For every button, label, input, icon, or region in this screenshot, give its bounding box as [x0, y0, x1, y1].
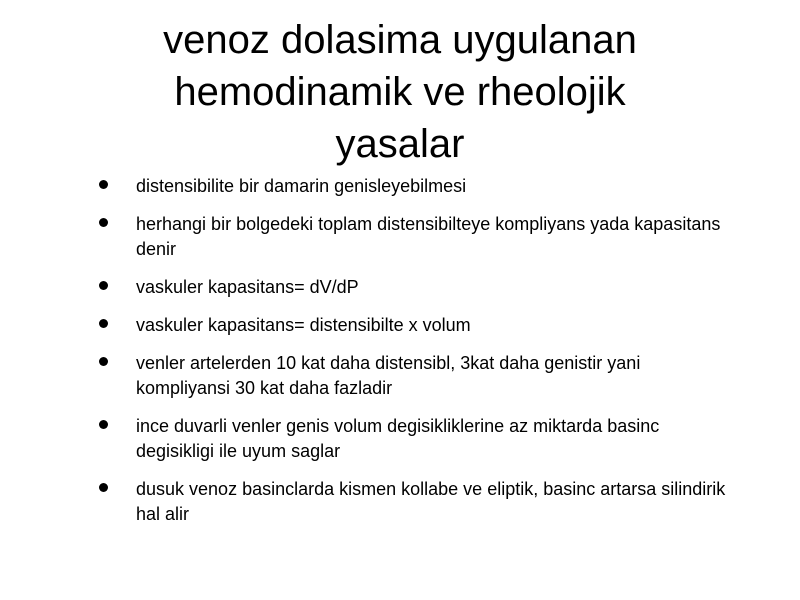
bullet-item: [96, 313, 736, 338]
bullet-dot-icon: [99, 218, 108, 227]
slide-title-line: yasalar: [335, 122, 465, 166]
bullet-text: ince duvarli venler genis volum degisikliklerine az miktarda basinc degisikligi ile uyum saglar: [136, 416, 660, 461]
bullet-item: [96, 414, 736, 464]
bullet-text: distensibilite bir damarin genisleyebilmesi: [136, 176, 467, 196]
bullet-dot-icon: [99, 281, 108, 290]
bullet-dot-icon: [99, 180, 108, 189]
bullet-dot-icon: [99, 357, 108, 366]
slide-title: [40, 14, 760, 170]
slide-title-line: venoz dolasima uygulanan: [163, 18, 637, 62]
bullet-text: venler artelerden 10 kat daha distensibl, 3kat daha genistir yani kompliyansi 30 kat daha fazladir: [136, 353, 641, 398]
bullet-list: [96, 174, 736, 540]
bullet-item: [96, 351, 736, 401]
bullet-text: vaskuler kapasitans= dV/dP: [136, 277, 359, 297]
bullet-item: [96, 275, 736, 300]
bullet-text: herhangi bir bolgedeki toplam distensibilteye kompliyans yada kapasitans denir: [136, 214, 721, 259]
bullet-text: vaskuler kapasitans= distensibilte x volum: [136, 315, 471, 335]
bullet-dot-icon: [99, 420, 108, 429]
bullet-item: [96, 174, 736, 199]
bullet-dot-icon: [99, 483, 108, 492]
bullet-item: [96, 477, 736, 527]
bullet-dot-icon: [99, 319, 108, 328]
bullet-text: dusuk venoz basinclarda kismen kollabe ve eliptik, basinc artarsa silindirik hal alir: [136, 479, 726, 524]
bullet-item: [96, 212, 736, 262]
slide-title-line: hemodinamik ve rheolojik: [174, 70, 626, 114]
